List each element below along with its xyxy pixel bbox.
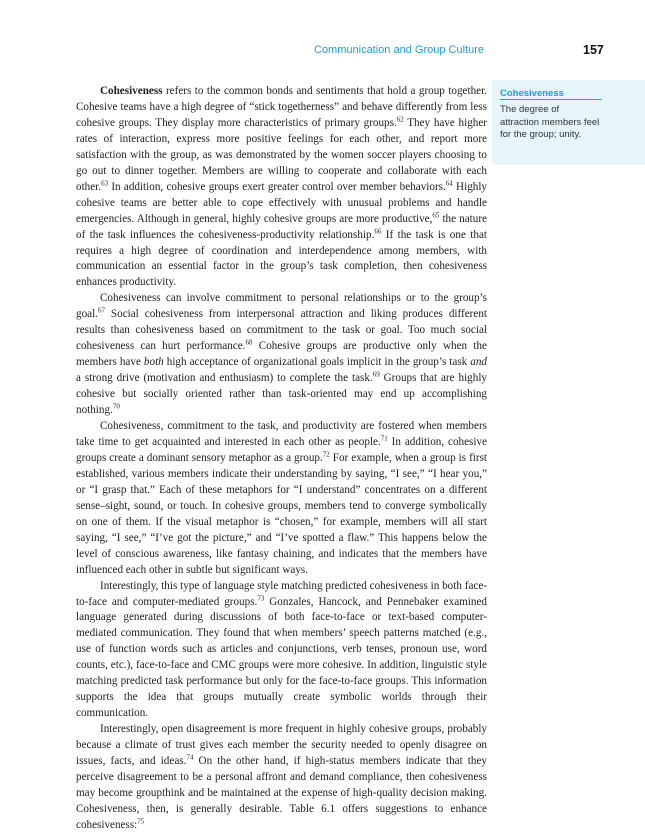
text-run: In addition, cohesive groups exert greater control over member behaviors. xyxy=(108,180,446,193)
footnote-ref: 68 xyxy=(245,338,253,347)
text-run: If the task is one that requires a high degree of coordination and interdependence among members, with communication an essential factor in the group’s task completion, then cohesiveness enhances productivity. xyxy=(76,228,487,289)
footnote-ref: 74 xyxy=(186,753,194,762)
text-run: Highly cohesive teams are better able to cope effectively with unusual problems and handle emergencies. Although in general, highly cohesive groups are more productive, xyxy=(76,180,487,225)
running-head: Communication and Group Culture xyxy=(314,44,484,56)
paragraph-5 xyxy=(76,722,487,834)
footnote-ref: 63 xyxy=(101,179,109,187)
text-run: Social cohesiveness from interpersonal attraction and liking produces different results than cohesiveness based on commitment to the task or goal. Too much social cohesiveness can hurt performance. xyxy=(76,308,487,353)
footnote-ref: 72 xyxy=(322,450,330,459)
text-run: Interestingly, this type of language style matching predicted cohesiveness in both face-to-face and computer-mediated groups. xyxy=(76,579,487,608)
footnote-ref: 70 xyxy=(112,402,120,411)
key-term: Cohesiveness xyxy=(100,85,163,97)
margin-note-definition: The degree of attraction members feel for the group; unity. xyxy=(500,104,600,141)
text-run: high acceptance of organizational goals implicit in the group’s task xyxy=(163,356,471,369)
text-run: For example, when a group is first established, various members indicate their understanding by saying, “I see,” “I hear you,” or “I grasp that.” Each of these metaphors for “I understand” concentrates on a different sense–sight, sound, or touch. In cohesive groups, members tend to converge symbolically on one of them. If the visual metaphor is “chosen,” for example, members will all start saying, “I see,” “I’ve got the picture,” and “I’ve spotted a flaw.” This happens below the level of conscious awareness, like fantasy chaining, and indicates that the members have influenced each other in subtle but significant ways. xyxy=(76,451,488,576)
margin-note-divider xyxy=(500,99,602,100)
paragraph-1 xyxy=(76,84,487,291)
text-run: Cohesiveness can involve commitment to personal relationships or to the group’s goal. xyxy=(76,292,487,321)
text-run: On the other hand, if high-status members indicate that they perceive disagreement to be a personal affront and demand compliance, then cohesiveness may become groupthink and be maintained at the expense of high-quality decision making. Cohesiveness, then, is generally desirable. Table 6.1 offers suggestions to enhance cohesiveness: xyxy=(76,755,487,831)
footnote-ref: 69 xyxy=(372,370,380,379)
text-run: In addition, cohesive groups create a dominant sensory metaphor as a group. xyxy=(76,435,487,464)
paragraph-3 xyxy=(76,419,487,579)
emphasis: both xyxy=(143,356,164,369)
footnote-ref: 71 xyxy=(380,434,388,443)
footnote-ref: 65 xyxy=(432,210,440,219)
paragraph-4 xyxy=(76,579,487,723)
text-run: refers to the common bonds and sentiments that hold a group together. Cohesive teams have a high degree of “stick togetherness” and behave differently from less cohesive groups. They display more characteristics of primary groups. xyxy=(76,85,487,129)
page-number: 157 xyxy=(583,43,604,57)
text-run: Cohesive groups are productive only when the members have xyxy=(76,340,488,369)
text-run: They have higher rates of interaction, express more positive feelings for each other, and report more satisfaction with the group, as was demonstrated by the women soccer players choosing to go out to dinner together. Members are willing to cooperate and collaborate with each other. xyxy=(76,116,488,193)
text-run: Groups that are highly cohesive but socially oriented rather than task-oriented may end up accomplishing nothing. xyxy=(76,372,487,417)
text-run: the nature of the task influences the cohesiveness-productivity relationship. xyxy=(76,212,487,241)
emphasis: and xyxy=(470,356,487,369)
footnote-ref: 66 xyxy=(374,226,382,235)
footnote-ref: 73 xyxy=(257,593,265,602)
text-run: a strong drive (motivation and enthusiasm) to complete the task. xyxy=(76,372,373,385)
footnote-ref: 64 xyxy=(445,179,453,187)
footnote-ref: 62 xyxy=(396,115,404,124)
paragraph-2 xyxy=(76,291,487,419)
text-run: Cohesiveness, commitment to the task, and productivity are fostered when members take time to get acquainted and interested in each other as people. xyxy=(76,420,487,448)
footnote-ref: 67 xyxy=(97,306,105,315)
footnote-ref: 75 xyxy=(137,817,145,826)
text-run: Interestingly, open disagreement is more frequent in highly cohesive groups, probably because a climate of trust gives each member the security needed to openly disagree on issues, facts, and ideas. xyxy=(76,723,487,768)
text-run: Gonzales, Hancock, and Pennebaker examined language generated during discussions of both face-to-face or text-based computer-mediated communication. They found that when members’ speech patterns matched (e.g., use of function words such as articles and conjunctions, verb tenses, pronoun use, word counts, etc.), face-to-face and CMC groups were more cohesive. In addition, linguistic style matching predicted task performance but only for the face-to-face groups. This information supports the idea that groups mutually create symbolic worlds through their communication. xyxy=(76,595,487,720)
body-text xyxy=(76,84,487,834)
margin-note-term: Cohesiveness xyxy=(500,88,564,99)
